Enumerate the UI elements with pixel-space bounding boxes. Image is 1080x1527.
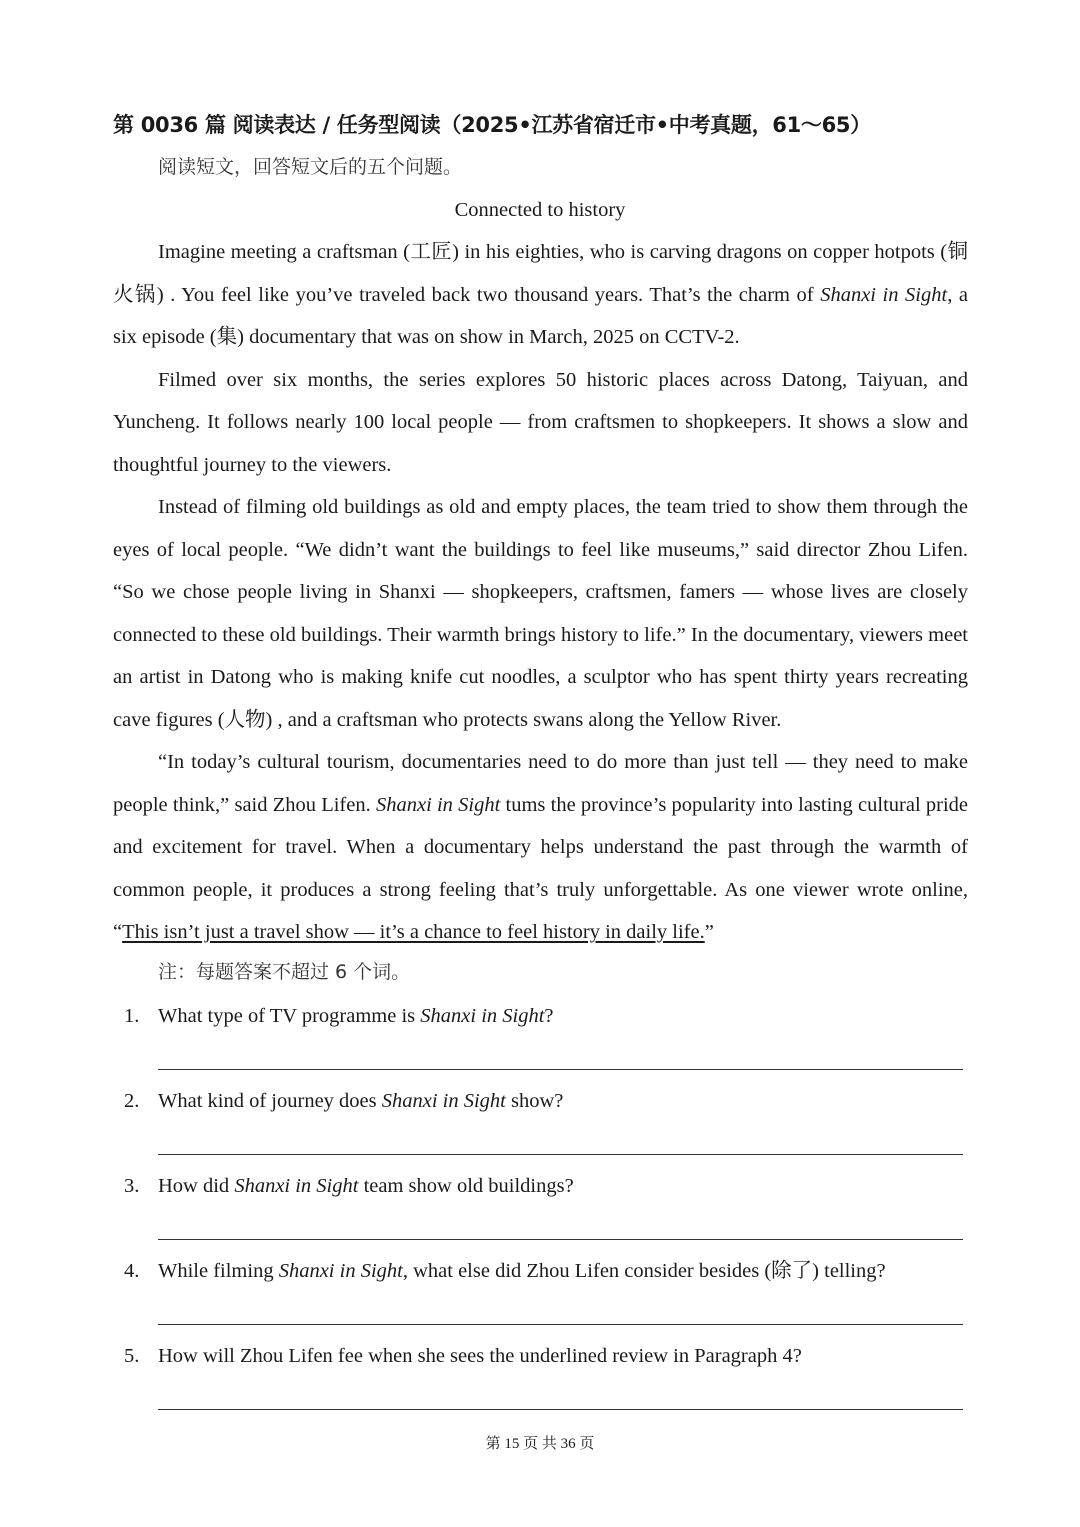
paragraph-2: Filmed over six months, the series explores 50 historic places across Datong, Taiyuan, and Yuncheng. It follows nearly 100 local people — from craftsmen to shopkeepers. It shows a slow and thoughtful journey to the viewers.	[113, 368, 968, 476]
question-text: While filming	[158, 1260, 279, 1282]
question-text: How will Zhou Lifen fee when she sees the underlined review in Paragraph 4?	[158, 1345, 802, 1367]
text: ”	[704, 921, 714, 943]
question-text: ?	[544, 1005, 554, 1027]
passage-heading: Connected to history	[454, 199, 626, 221]
question-number: 3.	[124, 1175, 140, 1197]
question-1	[124, 1000, 554, 1032]
question-text: team show old buildings?	[358, 1175, 574, 1197]
instructions: 阅读短文，回答短文后的五个问题。	[158, 156, 463, 178]
page-number: 第 15 页 共 36 页	[485, 1436, 595, 1452]
answer-line-4[interactable]	[158, 1324, 963, 1325]
question-text: show?	[505, 1090, 564, 1112]
title-italic: Shanxi in Sight	[234, 1175, 359, 1197]
question-number: 5.	[124, 1345, 140, 1367]
text: Imagine meeting a craftsman (工匠) in his eighties, who is carving dragons on copper hotpots (铜火锅) . You feel like you’ve traveled back two thousand years. That’s the charm of	[113, 241, 968, 306]
text: “In today’s cultural tourism, documentaries need to do more than just tell — they need to make people think,” said Zhou Lifen.	[113, 751, 968, 816]
paragraph-4	[113, 741, 968, 954]
question-number: 4.	[124, 1260, 140, 1282]
note: 注：每题答案不超过 6 个词。	[158, 961, 411, 983]
question-3	[124, 1170, 574, 1202]
text: tums the province’s popularity into lasting cultural pride and excitement for travel. When a documentary helps understand the past through the warmth of common people, it produces a strong feeling that’s truly unforgettable. As one viewer wrote online, “	[113, 793, 968, 943]
question-text: , what else did Zhou Lifen consider besides (除了) telling?	[402, 1260, 886, 1282]
title-italic: Shanxi in Sight	[420, 1005, 545, 1027]
answer-line-5[interactable]	[158, 1409, 963, 1410]
question-number: 2.	[124, 1090, 140, 1112]
page-title: 第 0036 篇 阅读表达 / 任务型阅读（2025•江苏省宿迁市•中考真题，61～65）	[113, 113, 871, 137]
question-text: How did	[158, 1175, 235, 1197]
passage-body	[113, 231, 968, 954]
question-5	[124, 1340, 802, 1372]
question-text: What type of TV programme is	[158, 1005, 421, 1027]
question-text: What kind of journey does	[158, 1090, 382, 1112]
paragraph-3: Instead of filming old buildings as old and empty places, the team tried to show them through the eyes of local people. “We didn’t want the buildings to feel like museums,” said director Zhou Lifen. “So we chose people living in Shanxi — shopkeepers, craftsmen, famers — whose lives are closely connected to these old buildings. Their warmth brings history to life.” In the documentary, viewers meet an artist in Datong who is making knife cut noodles, a sculptor who has spent thirty years recreating cave figures (人物) , and a craftsman who protects swans along the Yellow River.	[113, 496, 968, 731]
title-italic: Shanxi in Sight	[820, 283, 948, 306]
paragraph-1	[113, 231, 968, 359]
text: , a six episode (集) documentary that was on show in March, 2025 on CCTV-2.	[113, 283, 968, 348]
answer-line-1[interactable]	[158, 1069, 963, 1070]
underlined-review: This isn’t just a travel show — it’s a chance to feel history in daily life.	[122, 921, 705, 943]
question-4	[124, 1255, 886, 1287]
question-2	[124, 1085, 563, 1117]
title-italic: Shanxi in Sight	[381, 1090, 506, 1112]
question-number: 1.	[124, 1005, 140, 1027]
answer-line-2[interactable]	[158, 1154, 963, 1155]
answer-line-3[interactable]	[158, 1239, 963, 1240]
title-italic: Shanxi in Sight	[278, 1260, 403, 1282]
title-italic: Shanxi in Sight	[375, 793, 501, 816]
